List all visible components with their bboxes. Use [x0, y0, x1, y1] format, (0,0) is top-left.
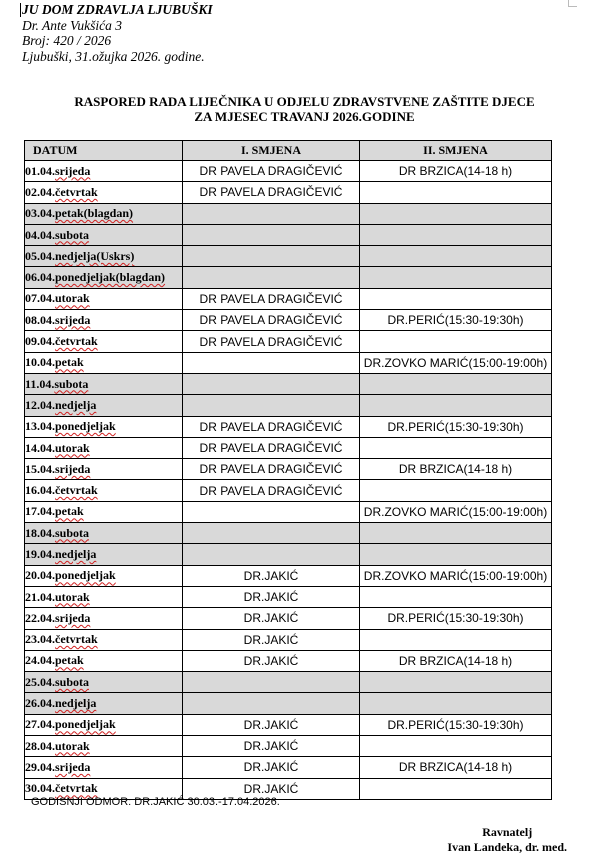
day-name: petak(blagdan): [55, 206, 134, 221]
shift-1-cell: DR PAVELA DRAGIČEVIĆ: [183, 161, 360, 182]
shift-2-cell: [360, 288, 552, 309]
day-name: subota: [54, 376, 89, 391]
date-cell: [25, 672, 183, 693]
date-value: 28.04.: [25, 738, 55, 753]
date-cell: [25, 714, 183, 735]
date-value: 10.04.: [25, 355, 55, 370]
date-value: 15.04.: [25, 461, 55, 476]
column-header-shift-1: I. SMJENA: [183, 141, 360, 161]
date-value: 02.04.: [25, 184, 55, 199]
shift-2-cell: [360, 373, 552, 394]
table-row: [25, 480, 552, 501]
table-row: [25, 246, 552, 267]
date-value: 04.04.: [25, 227, 55, 242]
place-and-date: Ljubuški, 31.ožujka 2026. godine.: [22, 48, 205, 64]
day-name: nedjelja: [55, 546, 97, 561]
date-cell: [25, 288, 183, 309]
day-name: subota: [55, 674, 90, 689]
date-value: 06.04.: [25, 270, 55, 285]
date-value: 21.04.: [25, 589, 55, 604]
shift-1-cell: DR PAVELA DRAGIČEVIĆ: [183, 459, 360, 480]
day-name: subota: [55, 227, 90, 242]
date-value: 26.04.: [25, 696, 55, 711]
table-row: [25, 650, 552, 671]
day-name: ponedjeljak: [55, 717, 116, 732]
shift-1-cell: DR.JAKIĆ: [183, 586, 360, 607]
day-name: četvrtak: [55, 184, 98, 199]
table-row: [25, 586, 552, 607]
shift-1-cell: [183, 246, 360, 267]
day-name: srijeda: [55, 461, 91, 476]
date-cell: [25, 736, 183, 757]
date-cell: [25, 608, 183, 629]
date-cell: [25, 693, 183, 714]
shift-1-cell: DR.JAKIĆ: [183, 650, 360, 671]
date-cell: [25, 565, 183, 586]
table-row: [25, 288, 552, 309]
day-name: utorak: [55, 589, 90, 604]
table-row: [25, 395, 552, 416]
date-cell: [25, 629, 183, 650]
table-row: [25, 331, 552, 352]
shift-2-cell: [360, 331, 552, 352]
table-row: [25, 267, 552, 288]
annual-leave-note: GODISNJI ODMOR: DR.JAKIĆ 30.03.-17.04.2026.: [31, 796, 280, 808]
date-value: 24.04.: [25, 653, 55, 668]
shift-1-cell: DR PAVELA DRAGIČEVIĆ: [183, 331, 360, 352]
date-cell: [25, 437, 183, 458]
shift-2-cell: [360, 437, 552, 458]
day-name: ponedjeljak(blagdan): [55, 270, 166, 285]
table-row: [25, 672, 552, 693]
shift-2-cell: [360, 203, 552, 224]
table-row: [25, 714, 552, 735]
date-value: 18.04.: [25, 525, 55, 540]
day-name: petak: [55, 355, 84, 370]
shift-1-cell: DR.JAKIĆ: [183, 608, 360, 629]
shift-2-cell: [360, 182, 552, 203]
shift-2-cell: DR.PERIĆ(15:30-19:30h): [360, 416, 552, 437]
day-name: četvrtak: [55, 781, 98, 796]
organization-name: JU DOM ZDRAVLJA LJUBUŠKI: [22, 2, 213, 17]
day-name: subota: [55, 525, 90, 540]
shift-1-cell: [183, 672, 360, 693]
date-value: 23.04.: [25, 632, 55, 647]
shift-2-cell: [360, 778, 552, 799]
table-row: [25, 608, 552, 629]
day-name: srijeda: [55, 312, 91, 327]
date-value: 14.04.: [25, 440, 55, 455]
document-title-line1: RASPORED RADA LIJEČNIKA U ODJELU ZDRAVSTVENE ZAŠTITE DJECE: [74, 94, 535, 109]
date-cell: [25, 246, 183, 267]
shift-2-cell: [360, 480, 552, 501]
shift-2-cell: [360, 693, 552, 714]
shift-2-cell: [360, 395, 552, 416]
table-header-row: [25, 141, 552, 161]
date-value: 16.04.: [25, 483, 55, 498]
shift-2-cell: DR.ZOVKO MARIĆ(15:00-19:00h): [360, 565, 552, 586]
signature-role: Ravnatelj: [482, 825, 533, 839]
column-header-date: DATUM: [25, 141, 183, 161]
shift-2-cell: [360, 246, 552, 267]
date-cell: [25, 416, 183, 437]
date-value: 25.04.: [25, 674, 55, 689]
shift-2-cell: DR BRZICA(14-18 h): [360, 161, 552, 182]
date-cell: [25, 373, 183, 394]
shift-1-cell: [183, 544, 360, 565]
table-row: [25, 459, 552, 480]
shift-2-cell: DR BRZICA(14-18 h): [360, 459, 552, 480]
date-value: 09.04.: [25, 334, 55, 349]
document-header: [22, 2, 213, 64]
day-name: srijeda: [55, 610, 91, 625]
date-cell: [25, 395, 183, 416]
day-name: srijeda: [55, 759, 91, 774]
date-cell: [25, 501, 183, 522]
date-value: 19.04.: [25, 546, 55, 561]
table-row: [25, 310, 552, 331]
shift-1-cell: DR.JAKIĆ: [183, 757, 360, 778]
shift-1-cell: DR PAVELA DRAGIČEVIĆ: [183, 480, 360, 501]
shift-2-cell: [360, 736, 552, 757]
table-row: [25, 416, 552, 437]
day-name: petak: [55, 504, 84, 519]
date-value: 01.04.: [25, 163, 55, 178]
shift-1-cell: [183, 267, 360, 288]
shift-1-cell: DR.JAKIĆ: [183, 714, 360, 735]
table-row: [25, 757, 552, 778]
date-cell: [25, 224, 183, 245]
table-row: [25, 523, 552, 544]
document-title-line2: ZA MJESEC TRAVANJ 2026.GODINE: [194, 109, 415, 124]
day-name: ponedjeljak: [55, 568, 116, 583]
shift-1-cell: DR.JAKIĆ: [183, 565, 360, 586]
table-row: [25, 501, 552, 522]
shift-1-cell: DR PAVELA DRAGIČEVIĆ: [183, 416, 360, 437]
date-cell: [25, 161, 183, 182]
day-name: nedjelja: [55, 397, 97, 412]
date-cell: [25, 523, 183, 544]
table-row: [25, 373, 552, 394]
shift-2-cell: DR BRZICA(14-18 h): [360, 757, 552, 778]
page-corner-mark: [568, 0, 577, 7]
shift-1-cell: DR PAVELA DRAGIČEVIĆ: [183, 288, 360, 309]
date-value: 27.04.: [25, 717, 55, 732]
date-cell: [25, 203, 183, 224]
table-row: [25, 736, 552, 757]
schedule-table: [24, 140, 552, 800]
date-value: 13.04.: [25, 419, 55, 434]
date-cell: [25, 310, 183, 331]
shift-1-cell: [183, 224, 360, 245]
date-cell: [25, 331, 183, 352]
shift-2-cell: [360, 672, 552, 693]
table-row: [25, 629, 552, 650]
shift-2-cell: [360, 267, 552, 288]
date-value: 05.04.: [25, 248, 55, 263]
organization-address: Dr. Ante Vukšića 3: [22, 17, 122, 33]
date-cell: [25, 544, 183, 565]
date-cell: [25, 586, 183, 607]
date-value: 07.04.: [25, 291, 55, 306]
day-name: utorak: [55, 738, 90, 753]
shift-2-cell: DR.PERIĆ(15:30-19:30h): [360, 608, 552, 629]
table-row: [25, 693, 552, 714]
shift-2-cell: DR BRZICA(14-18 h): [360, 650, 552, 671]
day-name: ponedjeljak: [55, 419, 116, 434]
day-name: četvrtak: [55, 483, 98, 498]
shift-2-cell: [360, 586, 552, 607]
shift-2-cell: [360, 544, 552, 565]
date-value: 08.04.: [25, 312, 55, 327]
document-number: Broj: 420 / 2026: [22, 33, 112, 48]
shift-2-cell: [360, 224, 552, 245]
table-row: [25, 437, 552, 458]
date-value: 29.04.: [25, 759, 55, 774]
shift-2-cell: DR.ZOVKO MARIĆ(15:00-19:00h): [360, 352, 552, 373]
table-row: [25, 203, 552, 224]
day-name: srijeda: [55, 163, 91, 178]
shift-1-cell: [183, 395, 360, 416]
day-name: petak: [55, 653, 84, 668]
table-row: [25, 352, 552, 373]
date-value: 30.04.: [25, 781, 55, 796]
shift-1-cell: [183, 693, 360, 714]
date-value: 11.04.: [25, 376, 55, 391]
day-name: nedjelja: [55, 696, 97, 711]
table-row: [25, 161, 552, 182]
table-row: [25, 565, 552, 586]
date-cell: [25, 757, 183, 778]
day-name: četvrtak: [55, 632, 98, 647]
table-row: [25, 182, 552, 203]
date-cell: [25, 182, 183, 203]
date-cell: [25, 267, 183, 288]
shift-2-cell: [360, 629, 552, 650]
date-value: 20.04.: [25, 568, 55, 583]
schedule-body: [25, 161, 552, 800]
shift-1-cell: DR.JAKIĆ: [183, 736, 360, 757]
table-row: [25, 544, 552, 565]
shift-2-cell: DR.PERIĆ(15:30-19:30h): [360, 310, 552, 331]
shift-2-cell: [360, 523, 552, 544]
shift-1-cell: DR.JAKIĆ: [183, 629, 360, 650]
date-value: 17.04.: [25, 504, 55, 519]
shift-2-cell: DR.PERIĆ(15:30-19:30h): [360, 714, 552, 735]
day-name: nedjelja(Uskrs): [55, 248, 135, 263]
shift-2-cell: DR.ZOVKO MARIĆ(15:00-19:00h): [360, 501, 552, 522]
shift-1-cell: DR.JAKIĆ: [183, 778, 360, 799]
shift-1-cell: [183, 373, 360, 394]
day-name: četvrtak: [55, 334, 98, 349]
date-cell: [25, 352, 183, 373]
text-cursor: [20, 3, 21, 17]
shift-1-cell: [183, 523, 360, 544]
date-value: 22.04.: [25, 610, 55, 625]
day-name: utorak: [55, 291, 90, 306]
date-value: 03.04.: [25, 206, 55, 221]
shift-1-cell: [183, 501, 360, 522]
shift-1-cell: [183, 352, 360, 373]
date-cell: [25, 480, 183, 501]
table-row: [25, 224, 552, 245]
day-name: utorak: [55, 440, 90, 455]
column-header-shift-2: II. SMJENA: [360, 141, 552, 161]
date-cell: [25, 650, 183, 671]
shift-1-cell: [183, 203, 360, 224]
shift-1-cell: DR PAVELA DRAGIČEVIĆ: [183, 182, 360, 203]
shift-1-cell: DR PAVELA DRAGIČEVIĆ: [183, 437, 360, 458]
date-value: 12.04.: [25, 397, 55, 412]
signature-name: Ivan Landeka, dr. med.: [447, 840, 567, 854]
shift-1-cell: DR PAVELA DRAGIČEVIĆ: [183, 310, 360, 331]
date-cell: [25, 459, 183, 480]
